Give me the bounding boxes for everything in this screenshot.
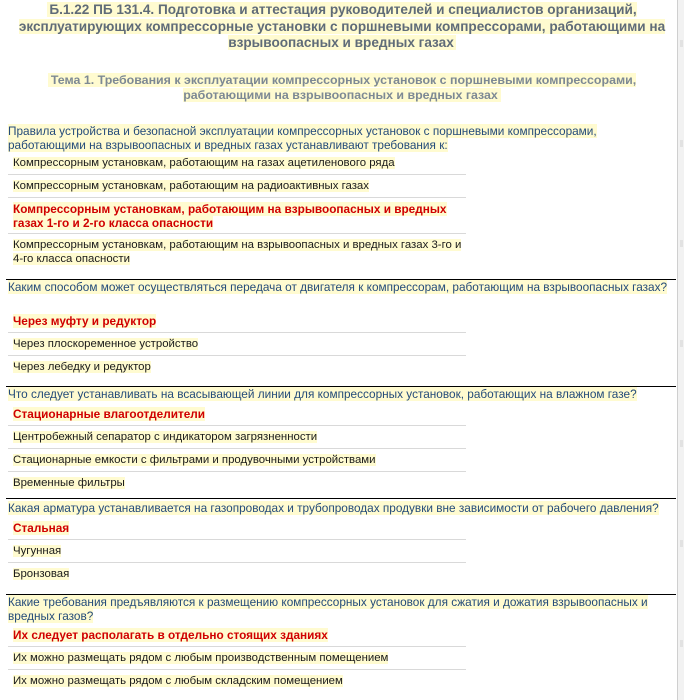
question-5 — [8, 596, 676, 623]
answer-text: Компрессорным установкам, работающим на радиоактивных газах — [13, 180, 369, 192]
ruler-scrollbar[interactable] — [677, 0, 684, 700]
answer-text: Стальная — [13, 521, 70, 535]
question-text: Каким способом может осуществляться передача от двигателя к компрессорам, работающим на взрывоопасных газах? — [8, 280, 668, 294]
question-text: Правила устройства и безопасной эксплуатации компрессорных установок с поршневыми компрессорами, работающими на взрывоопасных и вредных газах устанавливают требования к: — [8, 124, 597, 152]
answer-text: Через лебедку и редуктор — [13, 361, 151, 373]
answer-text: Их можно размещать рядом с любым складским помещением — [13, 675, 343, 687]
question-2 — [8, 281, 676, 295]
answer-3-3[interactable] — [8, 450, 466, 472]
answer-text: Чугунная — [13, 545, 62, 557]
answer-text: Стационарные влагоотделители — [13, 407, 206, 421]
question-separator — [6, 498, 676, 499]
answer-text: Компрессорным установкам, работающим на взрывоопасных и вредных газах 1-го и 2-го класса опасности — [13, 202, 447, 230]
answer-text: Бронзовая — [13, 568, 70, 580]
answer-text: Компрессорным установкам, работающим на взрывоопасных и вредных газах 3-го и 4-го класса опасности — [13, 239, 462, 265]
document-title — [6, 2, 678, 52]
answer-3-4[interactable] — [8, 473, 466, 495]
topic-title — [6, 73, 678, 103]
answer-text: Их следует располагать в отдельно стоящих зданиях — [13, 628, 328, 642]
document-title-text: Б.1.22 ПБ 131.4. Подготовка и аттестация руководителей и специалистов организаций, эксплуатирующих компрессорные установки с поршневыми компрессорами, работающими на взрывоопасных и вредных газах — [18, 2, 666, 50]
answer-1-4[interactable] — [8, 236, 466, 272]
answer-2-1-correct[interactable] — [8, 311, 466, 333]
answer-text: Центробежный сепаратор с индикатором загрязненности — [13, 431, 318, 443]
answer-1-2[interactable] — [8, 176, 466, 198]
answer-1-1[interactable] — [8, 153, 466, 175]
answer-4-2[interactable] — [8, 541, 466, 563]
question-text: Что следует устанавливать на всасывающей линии для компрессорных установок, работающих на влажном газе? — [8, 387, 637, 401]
answer-4-1-correct[interactable] — [8, 518, 466, 540]
answer-text: Компрессорным установкам, работающим на газах ацетиленового ряда — [13, 157, 395, 169]
answer-text: Через плоскоременное устройство — [13, 338, 199, 350]
answer-text: Временные фильтры — [13, 477, 125, 489]
answer-text: Стационарные емкости с фильтрами и продувочными устройствами — [13, 454, 376, 466]
answer-3-2[interactable] — [8, 427, 466, 449]
answer-5-2[interactable] — [8, 648, 466, 670]
topic-title-text: Тема 1. Требования к эксплуатации компрессорных установок с поршневыми компрессорами, работающими на взрывоопасных и вредных газах — [48, 73, 636, 102]
question-3 — [8, 388, 676, 402]
answer-2-3[interactable] — [8, 357, 466, 379]
answer-4-3[interactable] — [8, 564, 466, 586]
answer-text: Через муфту и редуктор — [13, 314, 157, 328]
answer-5-3[interactable] — [8, 671, 466, 693]
answer-3-1-correct[interactable] — [8, 404, 466, 426]
question-text: Какие требования предъявляются к размещению компрессорных установок для сжатия и дожатия взрывоопасных и вредных газов? — [8, 595, 648, 623]
question-4 — [8, 502, 676, 516]
question-text: Какая арматура устанавливается на газопроводах и трубопроводах продувки вне зависимости от рабочего давления? — [8, 501, 659, 515]
answer-text: Их можно размещать рядом с любым производственным помещением — [13, 652, 389, 664]
answer-2-2[interactable] — [8, 334, 466, 356]
answer-1-3-correct[interactable] — [8, 199, 466, 234]
answer-5-1-correct[interactable] — [8, 625, 466, 647]
question-1 — [8, 125, 676, 152]
